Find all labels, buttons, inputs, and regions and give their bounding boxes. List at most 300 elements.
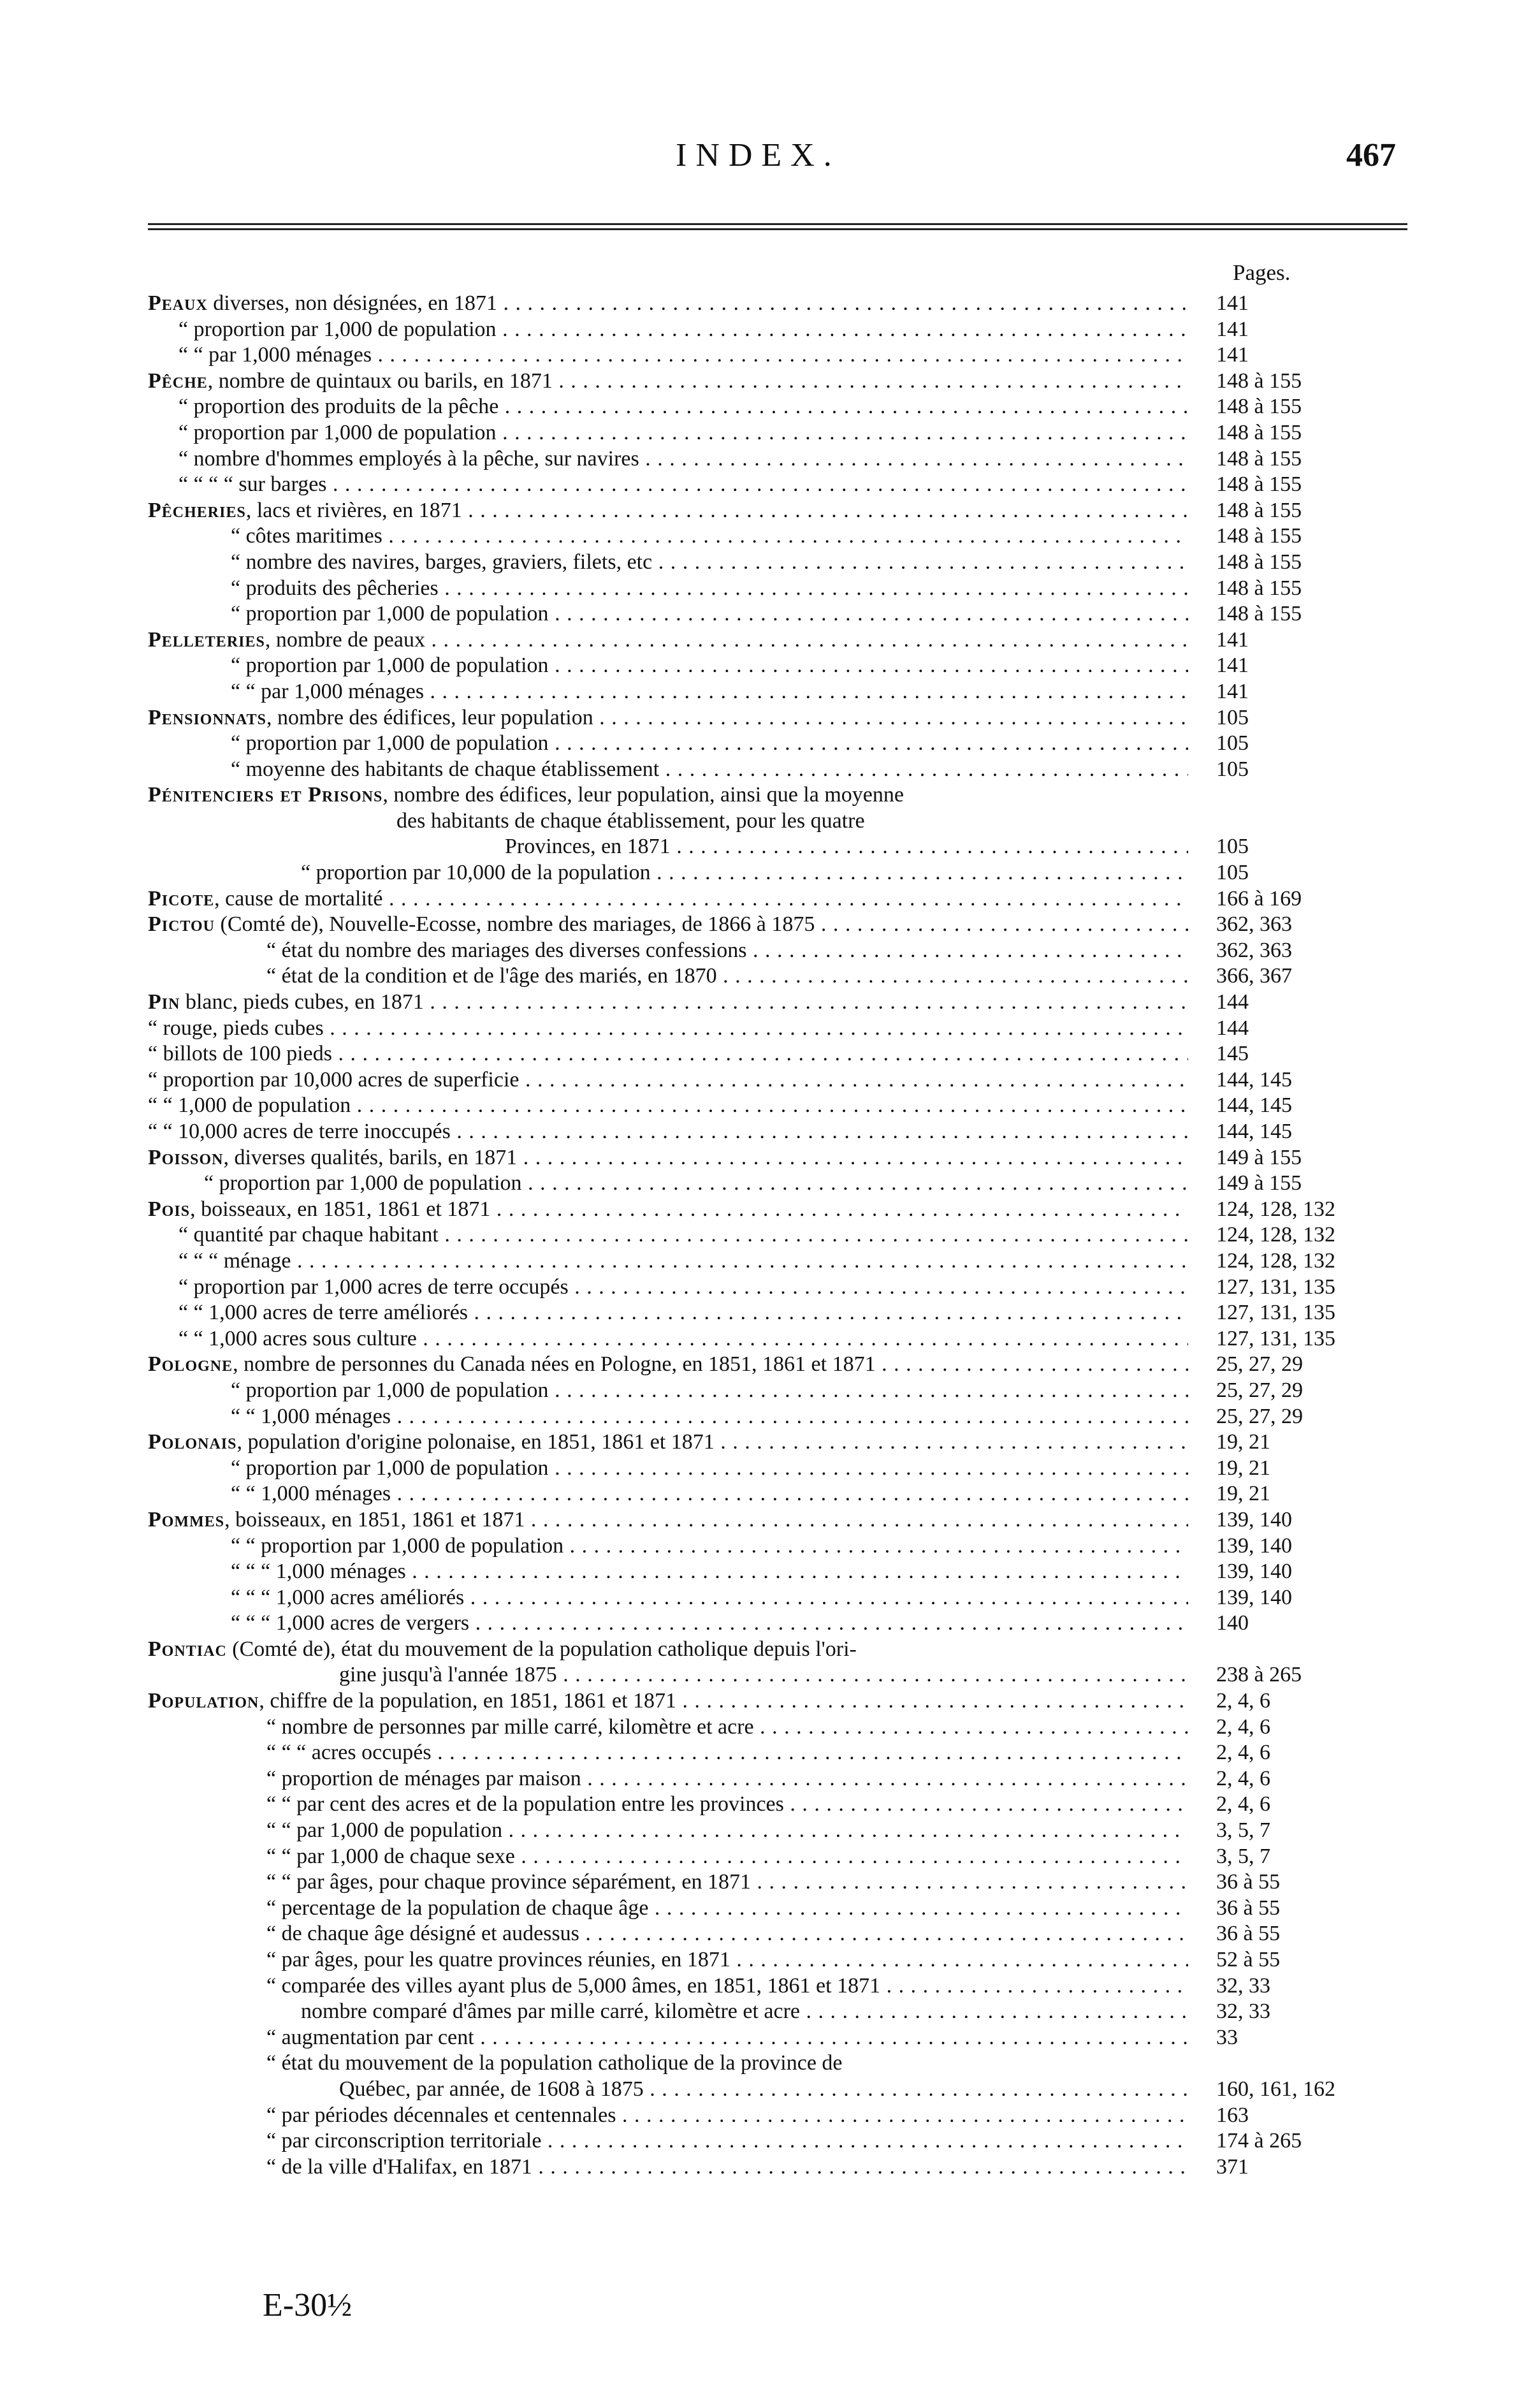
entry-description: , chiffre de la population, en 1851, 1861 et 1871 — [259, 1689, 677, 1713]
index-entry — [148, 1947, 1423, 1973]
entry-pages: 371 — [1216, 2154, 1249, 2179]
index-entry — [148, 1662, 1423, 1688]
entry-description: “ de chaque âge désigné et audessus — [266, 1922, 579, 1946]
entry-heading: Population — [148, 1689, 259, 1713]
entry-description: “ produits des pêcheries — [231, 576, 439, 600]
entry-text — [505, 834, 1188, 860]
entry-text — [266, 2025, 1188, 2051]
entry-text — [148, 369, 1188, 395]
entry-description: “ “ par âges, pour chaque province séparément, en 1871 — [266, 1870, 751, 1894]
entry-text — [231, 1559, 1188, 1585]
entry-pages: 36 à 55 — [1216, 1922, 1281, 1946]
entry-description: nombre comparé d'âmes par mille carré, kilomètre et acre — [301, 1999, 801, 2024]
entry-description: “ état du mouvement de la population catholique de la province de — [266, 2051, 843, 2075]
entry-text — [178, 1300, 1188, 1326]
index-entry — [148, 446, 1423, 472]
entry-pages: 149 à 155 — [1216, 1171, 1302, 1195]
index-entry — [148, 317, 1423, 343]
entry-description: “ proportion par 1,000 de population — [231, 1378, 549, 1402]
index-entry — [148, 576, 1423, 602]
index-entry — [148, 938, 1423, 964]
entry-pages: 19, 21 — [1216, 1456, 1270, 1480]
index-entry — [148, 1378, 1423, 1404]
entry-pages: 141 — [1216, 654, 1249, 678]
entry-pages: 52 à 55 — [1216, 1948, 1281, 1971]
index-entry — [148, 369, 1423, 395]
entry-description: “ “ proportion par 1,000 de population — [231, 1533, 564, 1558]
entry-description: “ proportion par 10,000 acres de superficie — [148, 1067, 519, 1092]
entry-text — [148, 1119, 1188, 1145]
page-number: 467 — [1346, 137, 1396, 173]
entry-pages: 2, 4, 6 — [1216, 1766, 1270, 1790]
entry-pages: 25, 27, 29 — [1216, 1404, 1303, 1428]
entry-pages: 148 à 155 — [1216, 420, 1302, 444]
entry-description: “ “ “ ménage — [178, 1248, 291, 1273]
entry-description: “ “ 1,000 de population — [148, 1093, 351, 1118]
entry-description: “ “ “ 1,000 ménages — [231, 1560, 406, 1584]
entry-description: “ par âges, pour les quatre provinces réunies, en 1871 — [266, 1948, 730, 1971]
entry-pages: 139, 140 — [1216, 1560, 1292, 1584]
index-entry — [148, 2077, 1423, 2103]
entry-text — [301, 860, 1188, 886]
index-entry — [148, 1688, 1423, 1714]
entry-text — [231, 601, 1188, 627]
entry-pages: 25, 27, 29 — [1216, 1352, 1303, 1377]
index-entry — [148, 1714, 1423, 1741]
entry-text — [266, 938, 1188, 964]
entry-pages: 124, 128, 132 — [1216, 1223, 1335, 1247]
entry-heading: Pensionnats — [148, 705, 267, 729]
entry-heading: Polonais — [148, 1430, 237, 1454]
entry-text — [148, 1093, 1188, 1119]
header-rule-bottom — [148, 228, 1407, 230]
entry-heading: Pêcheries — [148, 498, 246, 522]
entry-text — [148, 627, 1188, 654]
entry-pages: 2, 4, 6 — [1216, 1741, 1270, 1765]
index-entry — [148, 2103, 1423, 2129]
index-entry — [148, 834, 1423, 860]
entry-description: “ “ 1,000 ménages — [231, 1404, 391, 1428]
entry-pages: 32, 33 — [1216, 1999, 1270, 2024]
entry-heading: Pin — [148, 990, 180, 1014]
entry-pages: 32, 33 — [1216, 1973, 1270, 1998]
entry-description: “ augmentation par cent — [266, 2025, 474, 2049]
index-entry — [148, 1792, 1423, 1818]
entry-description: , boisseaux, en 1851, 1861 et 1871 — [224, 1507, 525, 1531]
entry-text — [396, 808, 1188, 835]
entry-description: Provinces, en 1871 — [505, 835, 671, 859]
pages-column-heading: Pages. — [1233, 260, 1291, 285]
entry-pages: 3, 5, 7 — [1216, 1818, 1270, 1843]
entry-text — [266, 1947, 1188, 1973]
entry-text — [178, 1275, 1188, 1301]
entry-pages: 362, 363 — [1216, 912, 1292, 937]
entry-description: (Comté de), Nouvelle-Ecosse, nombre des mariages, de 1866 à 1875 — [215, 912, 815, 937]
entry-description: , nombre de peaux — [265, 627, 425, 652]
entry-text — [231, 550, 1188, 576]
entry-text — [266, 2103, 1188, 2129]
entry-pages: 148 à 155 — [1216, 472, 1302, 497]
entry-text — [178, 472, 1188, 498]
entry-description: “ percentage de la population de chaque âge — [266, 1896, 649, 1920]
entry-description: “ état du nombre des mariages des diverses confessions — [266, 938, 747, 962]
entry-pages: 144 — [1216, 1016, 1249, 1040]
entry-pages: 144 — [1216, 990, 1249, 1014]
index-entry — [148, 1818, 1423, 1844]
entry-pages: 166 à 169 — [1216, 886, 1302, 910]
index-entry — [148, 1766, 1423, 1792]
entry-text — [148, 1637, 1188, 1663]
index-entry — [148, 679, 1423, 705]
entry-description: “ côtes maritimes — [231, 524, 382, 548]
entry-text — [148, 1507, 1188, 1533]
entry-description: “ nombre d'hommes employés à la pêche, sur navires — [178, 446, 639, 471]
entry-text — [148, 990, 1188, 1016]
index-entry — [148, 1197, 1423, 1223]
index-entry — [148, 291, 1423, 317]
entry-description: “ proportion par 1,000 acres de terre occupés — [178, 1275, 569, 1299]
entry-pages: 149 à 155 — [1216, 1145, 1302, 1169]
entry-description: “ proportion par 1,000 de population — [231, 602, 549, 626]
index-entry — [148, 1456, 1423, 1482]
entry-text — [231, 523, 1188, 550]
entry-pages: 144, 145 — [1216, 1120, 1292, 1143]
entry-pages: 33 — [1216, 2025, 1238, 2049]
entry-pages: 140 — [1216, 1611, 1249, 1635]
entry-description: , diverses qualités, barils, en 1871 — [223, 1145, 518, 1169]
entry-text — [178, 394, 1188, 420]
entry-pages: 139, 140 — [1216, 1533, 1292, 1558]
entry-description: , nombre des édifices, leur population — [266, 705, 593, 729]
entry-text — [266, 1818, 1188, 1844]
index-entry — [148, 1145, 1423, 1171]
entry-pages: 25, 27, 29 — [1216, 1378, 1303, 1402]
index-entry — [148, 2050, 1423, 2077]
entry-text — [148, 1041, 1188, 1067]
entry-text — [231, 1585, 1188, 1611]
entry-description: “ proportion par 1,000 de population — [231, 654, 549, 678]
entry-text — [178, 1326, 1188, 1352]
entry-description: “ nombre de personnes par mille carré, kilomètre et acre — [266, 1714, 754, 1739]
index-entry — [148, 963, 1423, 990]
entry-text — [231, 1481, 1188, 1507]
entry-text — [178, 446, 1188, 472]
index-entry — [148, 2025, 1423, 2051]
entry-description: “ par circonscription territoriale — [266, 2129, 542, 2153]
entry-pages: 145 — [1216, 1042, 1249, 1066]
index-entry — [148, 394, 1423, 420]
entry-text — [148, 1067, 1188, 1093]
entry-text — [148, 1016, 1188, 1042]
entry-heading: Pois — [148, 1197, 191, 1221]
entry-description: “ proportion par 1,000 de population — [231, 731, 549, 756]
entry-text — [231, 679, 1188, 705]
index-entry — [148, 550, 1423, 576]
index-entry — [148, 1507, 1423, 1533]
entry-text — [266, 2128, 1188, 2154]
entry-text — [178, 317, 1188, 343]
entry-text — [178, 420, 1188, 446]
index-entry — [148, 808, 1423, 835]
index-entry — [148, 1275, 1423, 1301]
entry-pages: 127, 131, 135 — [1216, 1275, 1335, 1299]
entry-description: “ par périodes décennales et centennales — [266, 2103, 616, 2127]
entry-text — [148, 912, 1188, 938]
entry-heading: Pictou — [148, 912, 215, 937]
index-entry — [148, 782, 1423, 808]
entry-pages: 238 à 265 — [1216, 1663, 1302, 1687]
entry-pages: 3, 5, 7 — [1216, 1844, 1270, 1868]
entry-text — [148, 886, 1188, 912]
entry-text — [148, 498, 1188, 524]
index-entry — [148, 1559, 1423, 1585]
index-entry — [148, 1844, 1423, 1870]
entry-heading: Pommes — [148, 1507, 225, 1531]
entry-text — [231, 1456, 1188, 1482]
entry-text — [231, 1404, 1188, 1430]
index-entry — [148, 498, 1423, 524]
entry-pages: 105 — [1216, 731, 1249, 756]
entry-description: diverses, non désignées, en 1871 — [207, 291, 497, 315]
entry-pages: 141 — [1216, 627, 1249, 652]
entry-text — [231, 576, 1188, 602]
entry-description: “ “ par cent des acres et de la population entre les provinces — [266, 1792, 784, 1817]
entry-description: “ proportion par 1,000 de population — [204, 1171, 522, 1195]
entry-description: gine jusqu'à l'année 1875 — [339, 1663, 557, 1687]
entry-description: Québec, par année, de 1608 à 1875 — [339, 2077, 644, 2101]
entry-pages: 36 à 55 — [1216, 1870, 1281, 1894]
index-entry — [148, 1869, 1423, 1896]
entry-description: “ de la ville d'Halifax, en 1871 — [266, 2154, 532, 2179]
entry-pages: 124, 128, 132 — [1216, 1197, 1335, 1221]
index-entry — [148, 1093, 1423, 1119]
entry-description: , cause de mortalité — [214, 886, 383, 910]
entry-heading: Poisson — [148, 1145, 224, 1169]
entry-pages: 163 — [1216, 2103, 1249, 2127]
entry-pages: 105 — [1216, 835, 1249, 859]
index-entry — [148, 1740, 1423, 1766]
entry-description: , boisseaux, en 1851, 1861 et 1871 — [190, 1197, 491, 1221]
index-entry — [148, 1611, 1423, 1637]
index-entry — [148, 860, 1423, 886]
index-entry — [148, 705, 1423, 731]
entry-heading: Pêche — [148, 369, 208, 393]
entry-pages: 139, 140 — [1216, 1585, 1292, 1609]
index-entry — [148, 342, 1423, 369]
entry-pages: 36 à 55 — [1216, 1896, 1281, 1920]
entry-description: “ rouge, pieds cubes — [148, 1016, 324, 1040]
entry-description: “ “ “ 1,000 acres de vergers — [231, 1611, 470, 1635]
entry-description: des habitants de chaque établissement, pour les quatre — [396, 808, 865, 833]
entry-heading: Pontiac — [148, 1637, 227, 1661]
entry-pages: 144, 145 — [1216, 1093, 1292, 1118]
entry-description: , nombre des édifices, leur population, ainsi que la moyenne — [382, 783, 904, 807]
entry-pages: 148 à 155 — [1216, 498, 1302, 522]
entry-pages: 148 à 155 — [1216, 524, 1302, 548]
signature-mark: E-30½ — [263, 2287, 352, 2323]
entry-heading: Pénitenciers et Prisons — [148, 783, 383, 807]
entry-text — [301, 1999, 1188, 2025]
index-entry — [148, 1171, 1423, 1197]
entry-description: , population d'origine polonaise, en 1851, 1861 et 1871 — [236, 1430, 715, 1454]
index-entry — [148, 1016, 1423, 1042]
entry-pages: 19, 21 — [1216, 1482, 1270, 1506]
entry-text — [231, 1611, 1188, 1637]
index-entry — [148, 627, 1423, 654]
header-rule-top — [148, 223, 1407, 225]
index-entry — [148, 1429, 1423, 1456]
entry-text — [266, 1792, 1188, 1818]
entry-description: “ billots de 100 pieds — [148, 1042, 332, 1066]
index-entry — [148, 731, 1423, 757]
entry-pages: 105 — [1216, 705, 1249, 729]
entry-description: “ proportion par 1,000 de population — [231, 1456, 549, 1480]
entry-description: “ “ par 1,000 de population — [266, 1818, 503, 1843]
entry-pages: 148 à 155 — [1216, 550, 1302, 574]
index-entry — [148, 653, 1423, 679]
index-entry — [148, 2128, 1423, 2154]
entry-pages: 148 à 155 — [1216, 602, 1302, 626]
entry-text — [148, 1429, 1188, 1456]
entry-pages: 148 à 155 — [1216, 369, 1302, 393]
entry-pages: 127, 131, 135 — [1216, 1301, 1335, 1325]
index-entry — [148, 1248, 1423, 1275]
entry-description: “ “ 1,000 ménages — [231, 1482, 391, 1506]
index-entry — [148, 1041, 1423, 1067]
entry-text — [266, 1740, 1188, 1766]
index-entries — [148, 291, 1423, 2180]
entry-pages: 141 — [1216, 291, 1249, 315]
index-entry — [148, 601, 1423, 627]
entry-description: “ “ “ “ sur barges — [178, 472, 327, 497]
entry-pages: 366, 367 — [1216, 964, 1292, 988]
entry-pages: 127, 131, 135 — [1216, 1326, 1335, 1350]
entry-description: “ moyenne des habitants de chaque établissement — [231, 757, 660, 781]
entry-pages: 139, 140 — [1216, 1507, 1292, 1531]
entry-text — [266, 1844, 1188, 1870]
index-entry — [148, 1222, 1423, 1248]
entry-description: “ “ par 1,000 ménages — [231, 679, 425, 703]
entry-text — [266, 1973, 1188, 1999]
entry-text — [266, 1714, 1188, 1741]
entry-description: “ quantité par chaque habitant — [178, 1223, 439, 1247]
entry-pages: 160, 161, 162 — [1216, 2077, 1335, 2101]
index-entry — [148, 1585, 1423, 1611]
entry-pages: 141 — [1216, 679, 1249, 703]
entry-pages: 2, 4, 6 — [1216, 1689, 1270, 1713]
entry-text — [148, 291, 1188, 317]
index-entry — [148, 2154, 1423, 2181]
index-entry — [148, 990, 1423, 1016]
entry-text — [148, 1688, 1188, 1714]
entry-text — [204, 1171, 1188, 1197]
entry-pages: 141 — [1216, 343, 1249, 367]
entry-description: , nombre de quintaux ou barils, en 1871 — [207, 369, 553, 393]
entry-heading: Pologne — [148, 1352, 233, 1377]
index-entry — [148, 1352, 1423, 1378]
entry-description: “ “ 1,000 acres sous culture — [178, 1326, 417, 1350]
entry-description: , lacs et rivières, en 1871 — [245, 498, 462, 522]
entry-pages: 141 — [1216, 317, 1249, 341]
entry-description: (Comté de), état du mouvement de la population catholique depuis l'ori- — [226, 1637, 857, 1661]
entry-description: , nombre de personnes du Canada nées en Pologne, en 1851, 1861 et 1871 — [233, 1352, 876, 1377]
entry-text — [266, 1921, 1188, 1947]
entry-heading: Peaux — [148, 291, 208, 315]
entry-description: “ proportion par 10,000 de la population — [301, 861, 651, 885]
entry-pages: 19, 21 — [1216, 1430, 1270, 1454]
entry-text — [231, 1533, 1188, 1560]
entry-pages: 105 — [1216, 861, 1249, 885]
index-entry — [148, 1119, 1423, 1145]
entry-text — [178, 1222, 1188, 1248]
entry-description: “ nombre des navires, barges, graviers, filets, etc — [231, 550, 653, 574]
entry-text — [148, 782, 1188, 808]
entry-text — [231, 1378, 1188, 1404]
entry-pages: 105 — [1216, 757, 1249, 781]
index-entry — [148, 1533, 1423, 1560]
entry-description: “ proportion de ménages par maison — [266, 1766, 581, 1790]
entry-description: “ “ 10,000 acres de terre inoccupés — [148, 1120, 451, 1143]
entry-text — [266, 1869, 1188, 1896]
entry-pages: 144, 145 — [1216, 1067, 1292, 1092]
entry-description: “ “ “ 1,000 acres améliorés — [231, 1585, 465, 1609]
index-entry — [148, 1921, 1423, 1947]
index-entry — [148, 1896, 1423, 1922]
entry-text — [178, 1248, 1188, 1275]
entry-text — [266, 1766, 1188, 1792]
entry-pages: 148 à 155 — [1216, 446, 1302, 471]
entry-description: “ proportion des produits de la pêche — [178, 395, 499, 419]
entry-description: “ “ 1,000 acres de terre améliorés — [178, 1301, 469, 1325]
index-entry — [148, 1404, 1423, 1430]
index-entry — [148, 1973, 1423, 1999]
entry-text — [266, 2154, 1188, 2181]
entry-text — [339, 1662, 1188, 1688]
entry-description: “ proportion par 1,000 de population — [178, 317, 497, 341]
entry-text — [266, 2050, 1188, 2077]
entry-pages: 148 à 155 — [1216, 576, 1302, 600]
entry-text — [339, 2077, 1188, 2103]
index-entry — [148, 420, 1423, 446]
entry-text — [178, 342, 1188, 369]
entry-description: “ comparée des villes ayant plus de 5,000 âmes, en 1851, 1861 et 1871 — [266, 1973, 881, 1998]
index-entry — [148, 886, 1423, 912]
index-entry — [148, 1326, 1423, 1352]
index-entry — [148, 1300, 1423, 1326]
index-entry — [148, 523, 1423, 550]
entry-pages: 2, 4, 6 — [1216, 1792, 1270, 1817]
entry-text — [148, 1352, 1188, 1378]
entry-pages: 148 à 155 — [1216, 395, 1302, 419]
entry-text — [148, 1145, 1188, 1171]
entry-pages: 2, 4, 6 — [1216, 1714, 1270, 1739]
entry-heading: Pelleteries — [148, 627, 265, 652]
index-entry — [148, 1637, 1423, 1663]
index-entry — [148, 912, 1423, 938]
entry-description: blanc, pieds cubes, en 1871 — [180, 990, 424, 1014]
entry-description: “ “ par 1,000 de chaque sexe — [266, 1844, 515, 1868]
entry-heading: Picote — [148, 886, 215, 910]
entry-pages: 174 à 265 — [1216, 2129, 1302, 2153]
entry-text — [148, 705, 1188, 731]
entry-text — [148, 1197, 1188, 1223]
entry-pages: 362, 363 — [1216, 938, 1292, 962]
entry-text — [231, 653, 1188, 679]
page-title: INDEX. — [676, 137, 841, 173]
entry-description: “ “ par 1,000 ménages — [178, 343, 372, 367]
entry-description: “ proportion par 1,000 de population — [178, 420, 497, 444]
entry-pages: 124, 128, 132 — [1216, 1248, 1335, 1273]
